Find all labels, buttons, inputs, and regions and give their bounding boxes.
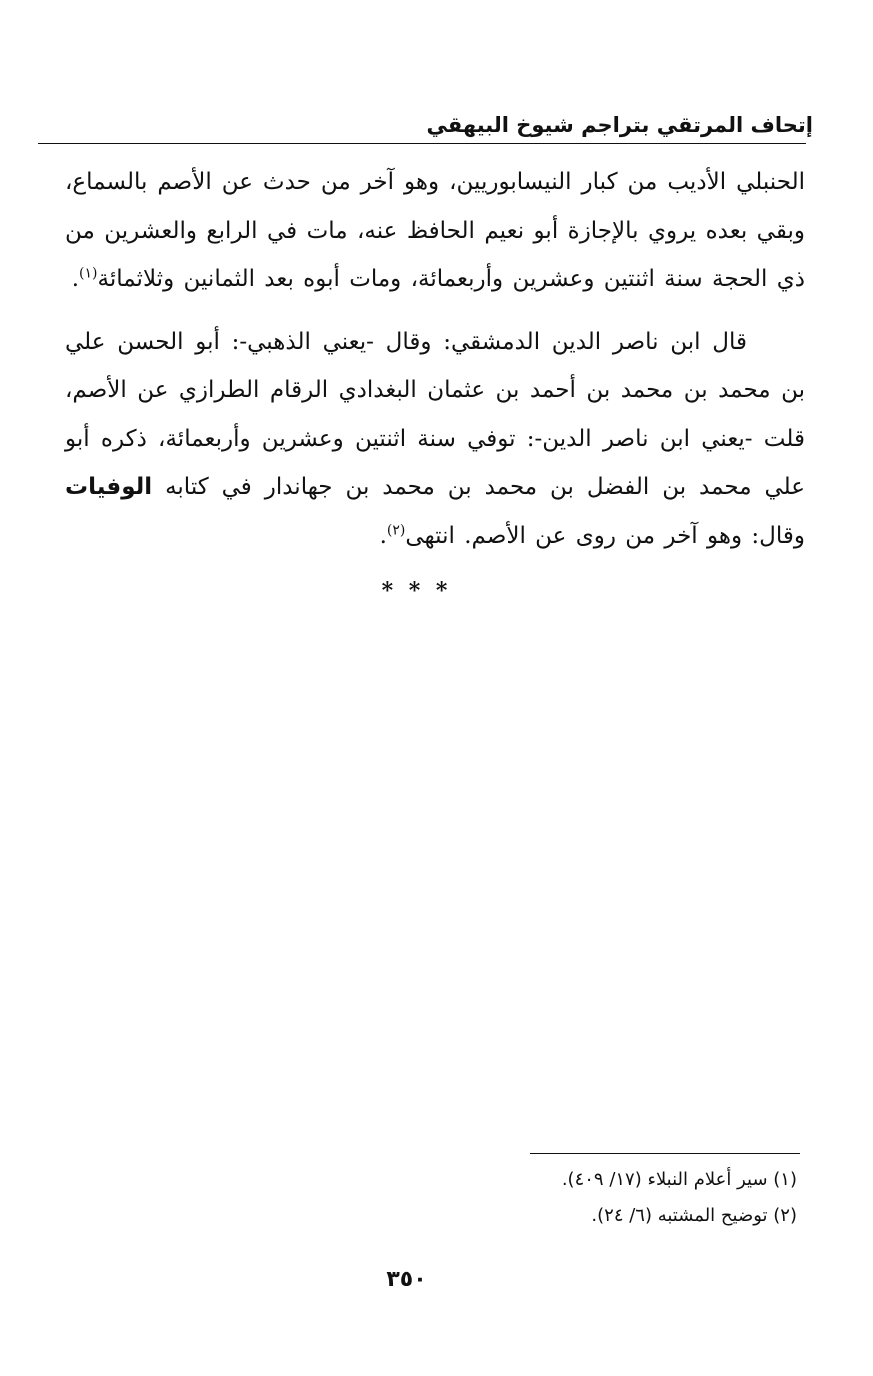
header-rule	[38, 143, 806, 144]
paragraph-2-text-start: قال ابن ناصر الدين الدمشقي: وقال -يعني الذهبي-: أبو الحسن علي بن محمد بن محمد بن أحمد بن عثمان البغدادي الرقام الطرازي عن الأصم، قلت -يعني ابن ناصر الدين-: توفي سنة اثنتين وعشرين وأربعمائة، ذكره أبو علي محمد بن الفضل بن محمد بن محمد بن جهاندار في كتابه	[65, 328, 806, 500]
paragraph-1-text: الحنبلي الأديب من كبار النيسابوريين، وهو آخر من حدث عن الأصم بالسماع، وبقي بعده يروي بالإجازة أبو نعيم الحافظ عنه، مات في الرابع والعشرين من ذي الحجة سنة اثنتين وعشرين وأربعمائة، ومات أبوه بعد الثمانين وثلاثمائة	[65, 169, 805, 292]
paragraph-2-text-end: وقال: وهو آخر من روى عن الأصم. انتهى	[405, 522, 805, 549]
book-title-wafayat: الوفيات	[65, 474, 153, 500]
footnote-1: (١) سير أعلام النبلاء (١٧/ ٤٠٩).	[561, 1169, 797, 1190]
main-text	[65, 158, 805, 560]
footnote-rule	[530, 1153, 800, 1154]
paragraph-1	[65, 158, 805, 304]
page-number: ٣٥٠	[386, 1267, 427, 1292]
footnotes	[57, 1162, 797, 1234]
footnote-ref-1[interactable]: (١)	[79, 265, 98, 282]
paragraph-2	[65, 318, 805, 561]
section-separator: * * *	[381, 578, 452, 604]
footnote-2: (٢) توضيح المشتبه (٦/ ٢٤).	[591, 1205, 797, 1226]
paragraph-1-end: .	[71, 266, 80, 292]
footnote-ref-2[interactable]: (٢)	[386, 521, 406, 538]
running-title: إتحاف المرتقي بتراجم شيوخ البيهقي	[426, 113, 813, 137]
paragraph-2-end: .	[379, 522, 387, 549]
